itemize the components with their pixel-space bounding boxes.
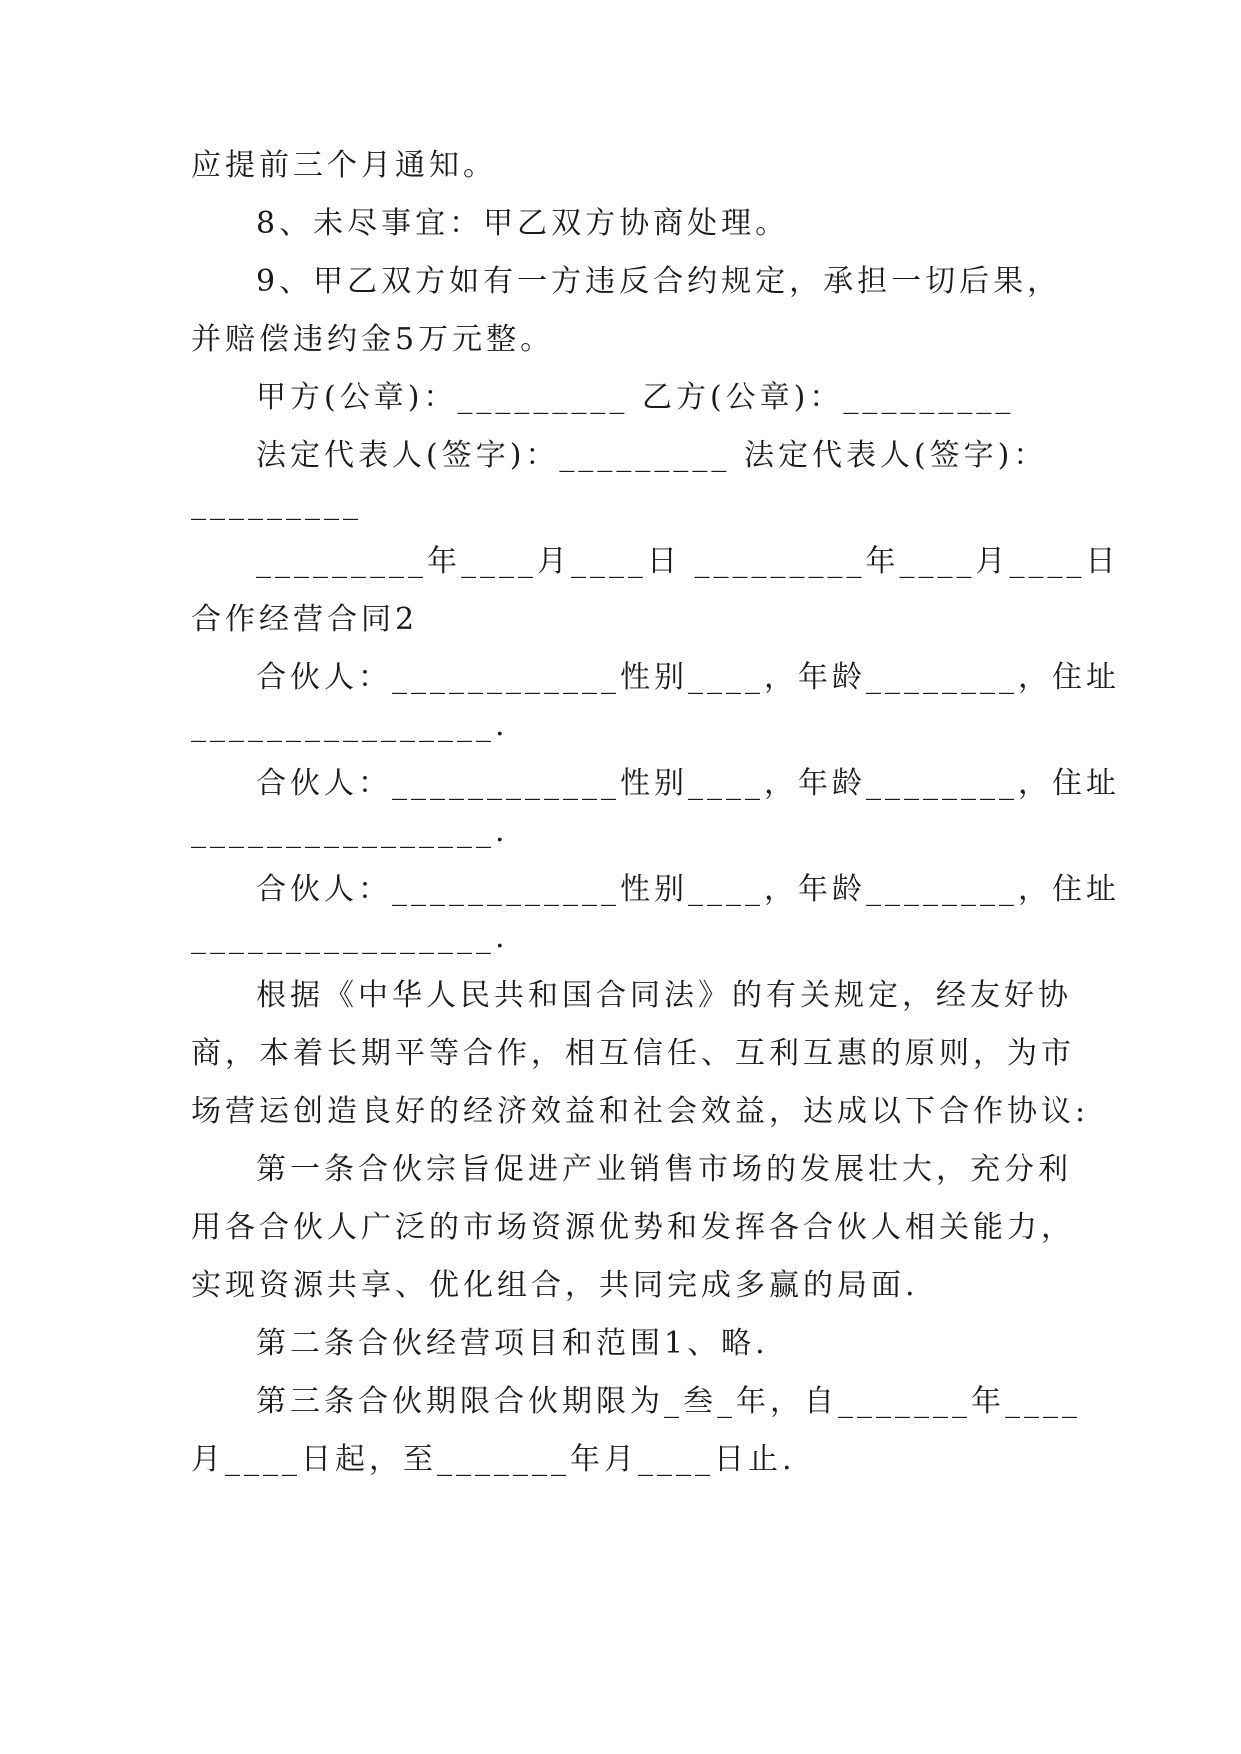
partner-address-blank: ________________. (191, 708, 509, 743)
article-3-line: 第三条合伙期限合伙期限为_叁_年，自_______年____ (256, 1384, 1081, 1419)
preamble-line: 根据《中华人民共和国合同法》的有关规定，经友好协 (256, 978, 1072, 1013)
partner-address-blank: ________________. (191, 814, 509, 849)
date-line: _________年____月____日 _________年____月____日 (256, 544, 1120, 579)
article-2-line: 第二条合伙经营项目和范围1、略. (256, 1326, 769, 1361)
blank-line: _________ (191, 486, 362, 521)
contract-title: 合作经营合同2 (191, 602, 419, 637)
preamble-line: 场营运创造良好的经济效益和社会效益，达成以下合作协议: (191, 1094, 1090, 1129)
representative-signature-line: 法定代表人(签字)：_________ 法定代表人(签字)： (256, 438, 1048, 473)
article-3-line: 月____日起，至_______年月____日止. (191, 1442, 796, 1477)
article-1-line: 实现资源共享、优化组合，共同完成多赢的局面. (191, 1268, 919, 1303)
partner-address-blank: ________________. (191, 920, 509, 955)
clause-9-line: 9、甲乙双方如有一方违反合约规定，承担一切后果， (256, 264, 1062, 299)
article-1-line: 用各合伙人广泛的市场资源优势和发挥各合伙人相关能力， (191, 1210, 1075, 1245)
party-seal-line: 甲方(公章)：_________ 乙方(公章)：_________ (256, 380, 1015, 415)
partner-line: 合伙人：____________性别____，年龄________，住址 (256, 660, 1120, 695)
partner-line: 合伙人：____________性别____，年龄________，住址 (256, 766, 1120, 801)
text-line: 并赔偿违约金5万元整。 (191, 322, 555, 357)
partner-line: 合伙人：____________性别____，年龄________，住址 (256, 872, 1120, 907)
text-line: 应提前三个月通知。 (191, 148, 497, 183)
preamble-line: 商，本着长期平等合作，相互信任、互利互惠的原则，为市 (191, 1036, 1075, 1071)
article-1-line: 第一条合伙宗旨促进产业销售市场的发展壮大，充分利 (256, 1152, 1072, 1187)
clause-8-line: 8、未尽事宜：甲乙双方协商处理。 (256, 206, 790, 241)
